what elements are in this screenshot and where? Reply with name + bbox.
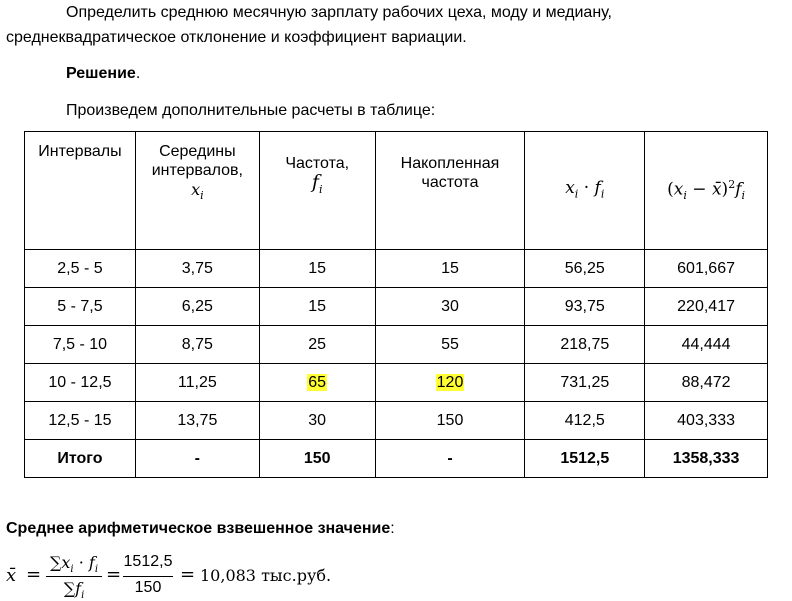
formula-eq3: =	[180, 564, 196, 585]
cell-xf: 412,5	[525, 402, 645, 440]
cell-xf: 56,25	[525, 250, 645, 288]
header-frequency: Частота, $f_i$	[259, 132, 375, 250]
cell-total-label: Итого	[25, 440, 136, 478]
cell-dev: 44,444	[645, 326, 768, 364]
table-header-row	[25, 132, 768, 250]
formula-eq2: =	[106, 564, 122, 585]
cell-dev: 220,417	[645, 288, 768, 326]
cell-freq	[259, 364, 375, 402]
cell-freq: 15	[259, 250, 375, 288]
table-row	[25, 402, 768, 440]
table-row	[25, 364, 768, 402]
cell-freq: 25	[259, 326, 375, 364]
cell-interval: 12,5 - 15	[25, 402, 136, 440]
table-intro: Произведем дополнительные расчеты в таблице:	[66, 102, 436, 119]
cell-cum	[375, 364, 525, 402]
cell-total-cum: -	[375, 440, 525, 478]
cell-cum: 55	[375, 326, 525, 364]
formula-lhs: x̄	[6, 565, 17, 586]
solution-heading	[66, 65, 140, 83]
cell-total-dev: 1358,333	[645, 440, 768, 478]
cell-mid: 3,75	[135, 250, 259, 288]
formula-fraction-1-denominator: $\sum f_i$	[63, 579, 85, 601]
table-row	[25, 288, 768, 326]
formula-eq1: =	[26, 564, 42, 585]
cell-total-xf: 1512,5	[525, 440, 645, 478]
highlight-modal-frequency: 65	[308, 374, 327, 391]
header-cumulative: Накопленная частота	[375, 132, 525, 250]
cell-dev: 88,472	[645, 364, 768, 402]
table-row	[25, 326, 768, 364]
intro-line-1: Определить среднюю месячную зарплату рабочих цеха, моду и медиану,	[66, 4, 612, 21]
header-xf: $x_i \cdot f_i$	[525, 132, 645, 250]
cell-total-freq: 150	[259, 440, 375, 478]
cell-interval: 10 - 12,5	[25, 364, 136, 402]
mean-colon: :	[390, 520, 395, 537]
formula-fraction-2-bar	[123, 576, 173, 577]
table-row	[25, 250, 768, 288]
cell-interval: 2,5 - 5	[25, 250, 136, 288]
cell-mid: 8,75	[135, 326, 259, 364]
cell-total-mid: -	[135, 440, 259, 478]
cell-xf: 731,25	[525, 364, 645, 402]
cell-interval: 5 - 7,5	[25, 288, 136, 326]
cell-dev: 601,667	[645, 250, 768, 288]
cell-mid: 11,25	[135, 364, 259, 402]
cell-cum: 30	[375, 288, 525, 326]
highlight-median-cumulative: 120	[436, 374, 464, 391]
cell-freq: 30	[259, 402, 375, 440]
formula-fraction-2-numerator: 1512,5	[123, 553, 173, 570]
solution-label: Решение	[66, 65, 136, 82]
cell-dev: 403,333	[645, 402, 768, 440]
header-intervals: Интервалы	[25, 132, 136, 250]
solution-dot: .	[135, 65, 141, 82]
cell-mid: 13,75	[135, 402, 259, 440]
formula-result: 10,083 тыс.руб.	[200, 566, 332, 585]
cell-freq: 15	[259, 288, 375, 326]
formula-fraction-1-numerator: $\sum x_i \cdot f_i$	[49, 553, 99, 576]
cell-cum: 150	[375, 402, 525, 440]
mean-label: Среднее арифметическое взвешенное значение	[6, 520, 391, 537]
cell-cum: 15	[375, 250, 525, 288]
formula-fraction-2-denominator: 150	[134, 579, 162, 596]
cell-mid: 6,25	[135, 288, 259, 326]
header-midpoints: Середины интервалов, $x_i$	[135, 132, 259, 250]
intro-line-2: среднеквадратическое отклонение и коэффициент вариации.	[6, 29, 467, 46]
cell-xf: 218,75	[525, 326, 645, 364]
mean-heading	[6, 520, 395, 538]
calculation-table	[24, 131, 768, 478]
header-deviation: ($x_i$ − $x̄)^2f_i$	[645, 132, 768, 250]
table-total-row	[25, 440, 768, 478]
formula-fraction-1-bar	[46, 576, 102, 577]
cell-interval: 7,5 - 10	[25, 326, 136, 364]
cell-xf: 93,75	[525, 288, 645, 326]
